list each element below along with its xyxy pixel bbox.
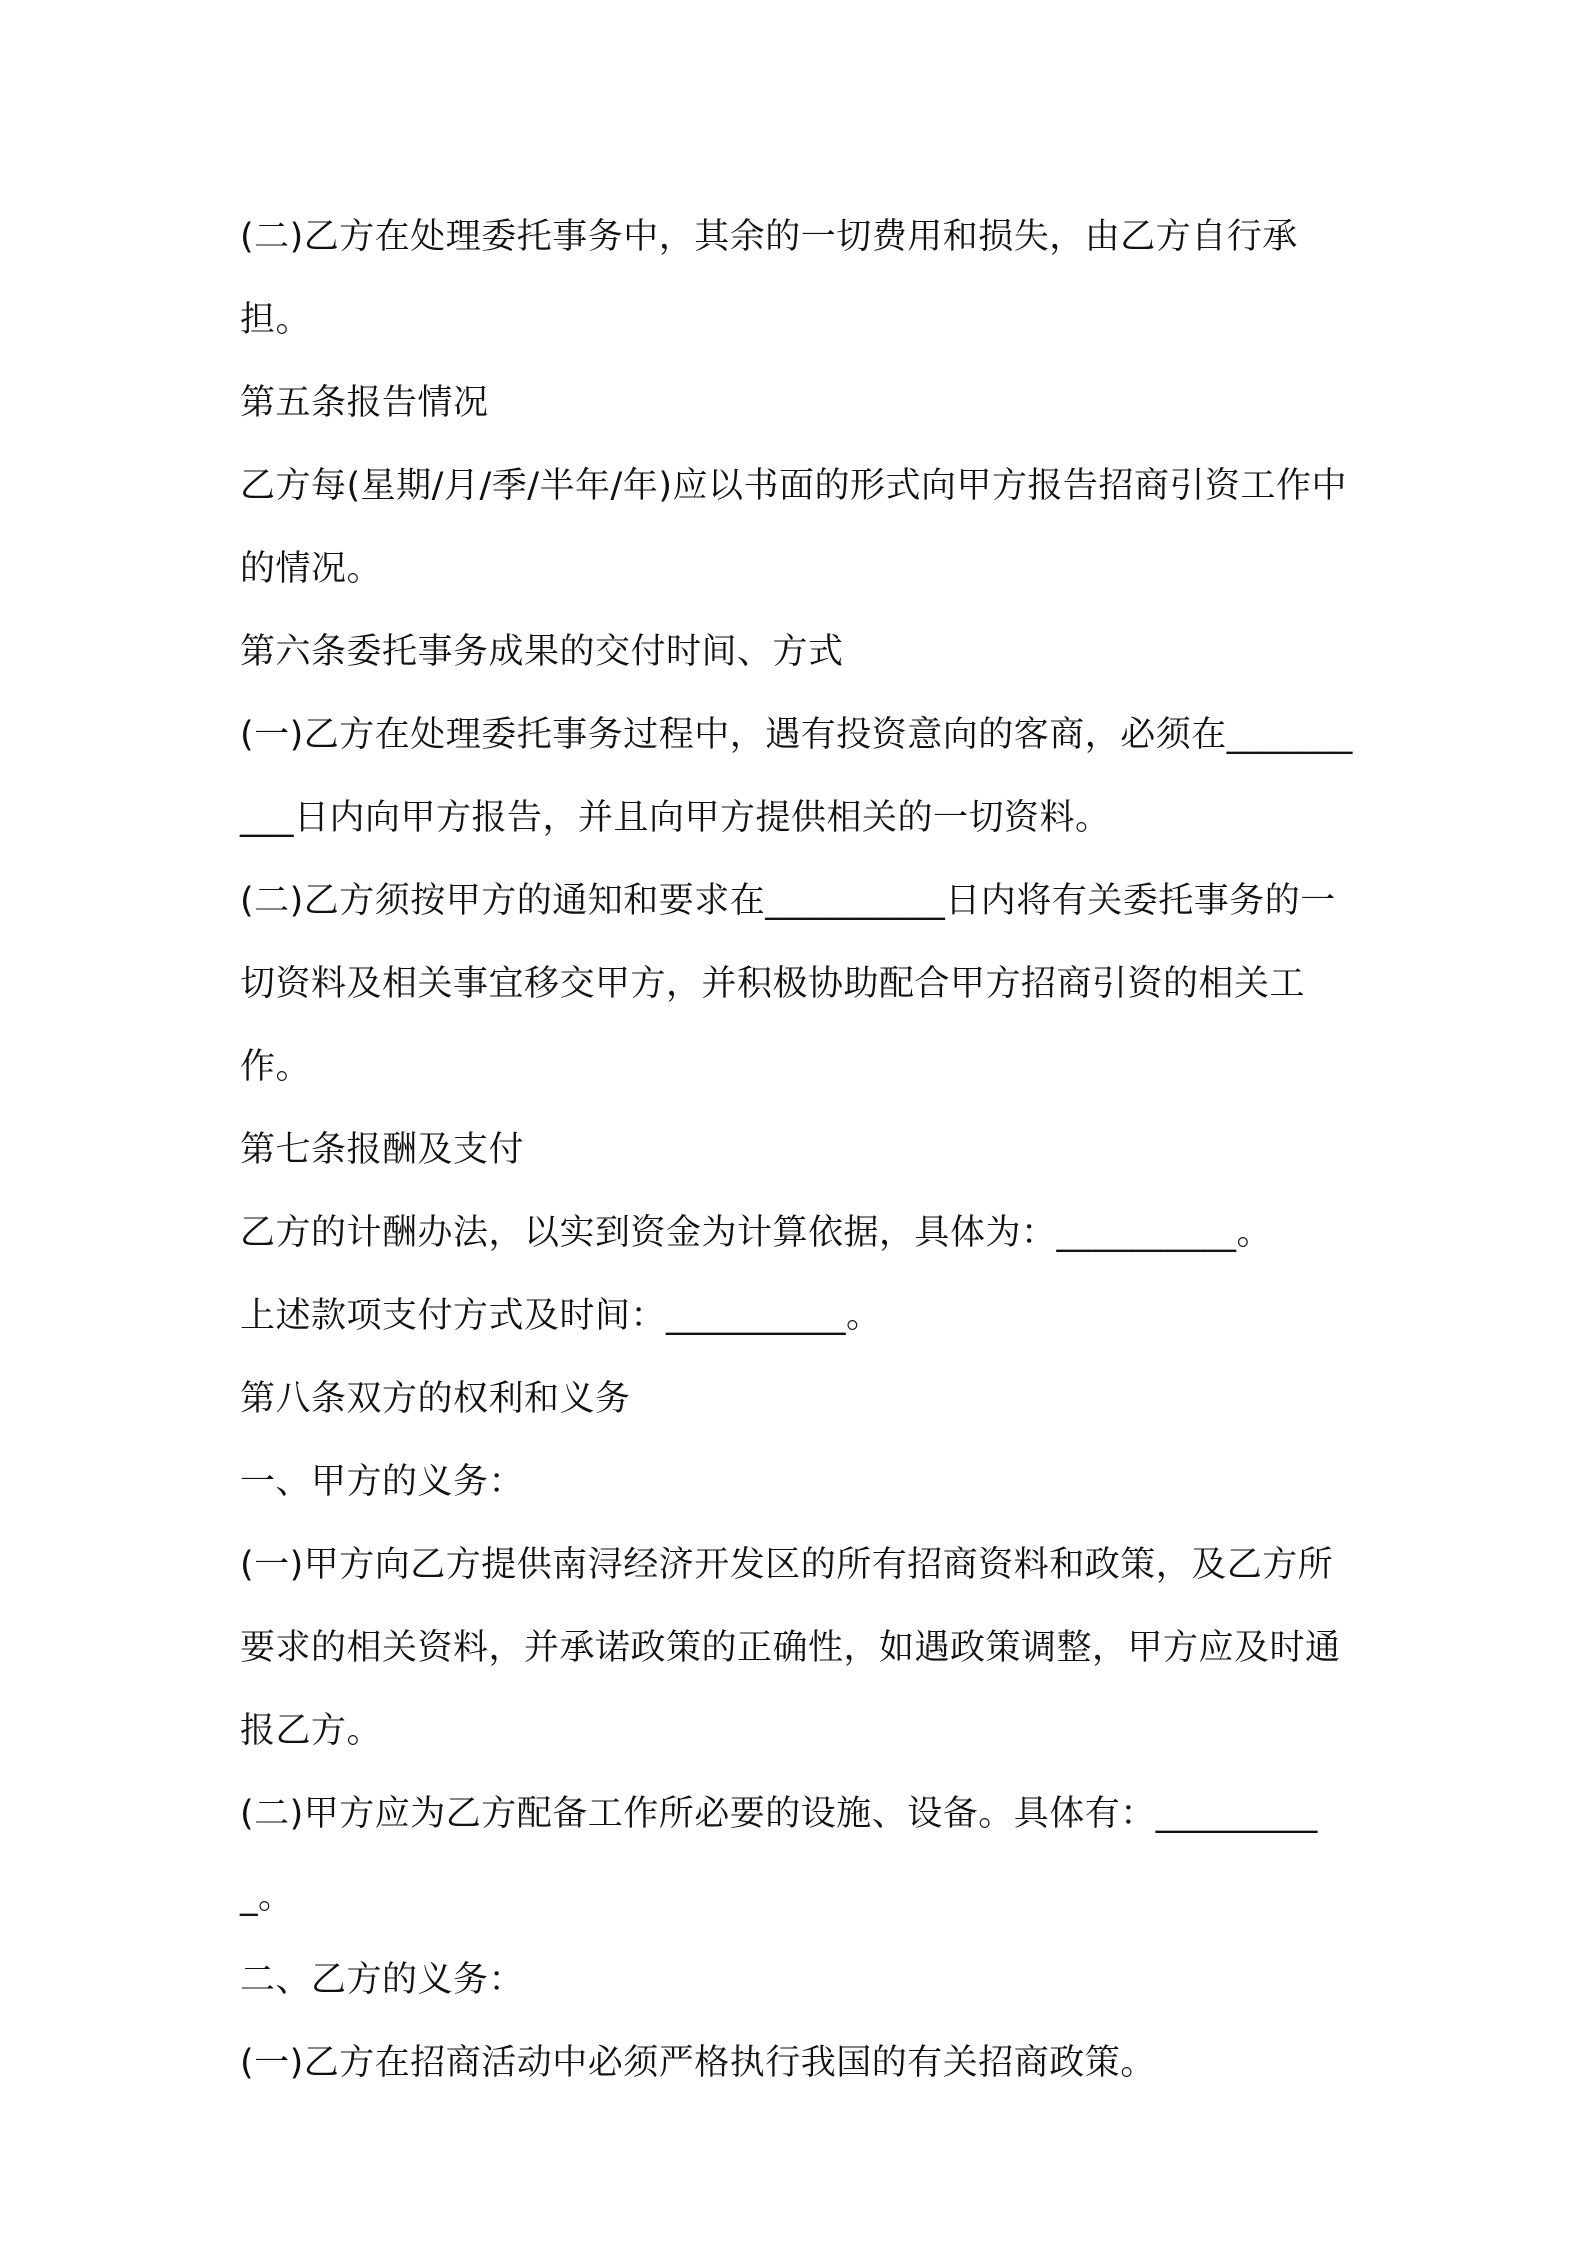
subheading-party-a-obligations: 一、甲方的义务： bbox=[240, 1462, 525, 1502]
subheading-party-b-obligations: 二、乙方的义务： bbox=[240, 1960, 525, 2000]
document-body bbox=[240, 196, 1360, 2105]
heading-article-7: 第七条报酬及支付 bbox=[240, 1130, 525, 1170]
paragraph-payment-method: 上述款项支付方式及时间：__________。 bbox=[240, 1296, 882, 1336]
paragraph-handover-deadline: (二)乙方须按甲方的通知和要求在__________日内将有关委托事务的一切资料及相关事宜移交甲方，并积极协助配合甲方招商引资的相关工作。 bbox=[240, 881, 1336, 1087]
paragraph-report-frequency: 乙方每(星期/月/季/半年/年)应以书面的形式向甲方报告招商引资工作中的情况。 bbox=[240, 466, 1347, 589]
heading-article-6: 第六条委托事务成果的交付时间、方式 bbox=[240, 632, 844, 672]
paragraph-party-b-policy-compliance: (一)乙方在招商活动中必须严格执行我国的有关招商政策。 bbox=[240, 2043, 1156, 2083]
paragraph-remuneration-method: 乙方的计酬办法，以实到资金为计算依据，具体为：__________。 bbox=[240, 1213, 1273, 1253]
paragraph-investor-report-deadline: (一)乙方在处理委托事务过程中，遇有投资意向的客商，必须在__________日内向甲方报告，并且向甲方提供相关的一切资料。 bbox=[240, 715, 1353, 838]
paragraph-party-a-provide-materials: (一)甲方向乙方提供南浔经济开发区的所有招商资料和政策，及乙方所要求的相关资料，并承诺政策的正确性，如遇政策调整，甲方应及时通报乙方。 bbox=[240, 1545, 1341, 1751]
heading-article-5: 第五条报告情况 bbox=[240, 383, 489, 423]
heading-article-8: 第八条双方的权利和义务 bbox=[240, 1379, 631, 1419]
paragraph-expenses-borne-by-party-b: (二)乙方在处理委托事务中，其余的一切费用和损失，由乙方自行承担。 bbox=[240, 217, 1298, 340]
paragraph-party-a-equipment: (二)甲方应为乙方配备工作所必要的设施、设备。具体有：__________。 bbox=[240, 1794, 1318, 1917]
